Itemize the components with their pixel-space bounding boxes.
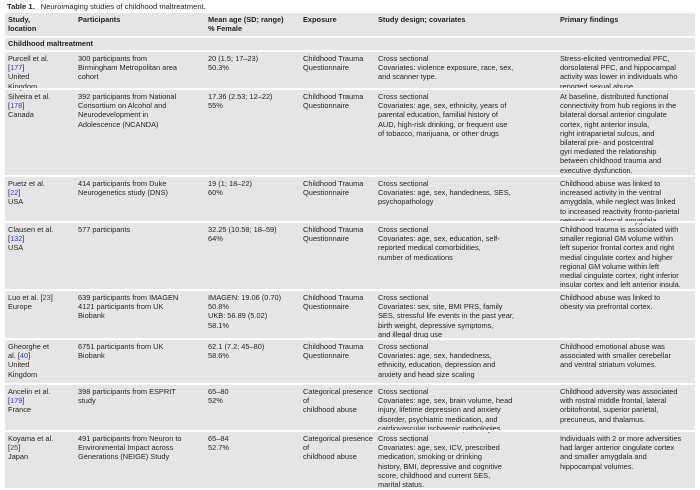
study-location: ] Europe	[8, 293, 53, 312]
study-name: Silveira et al. [	[8, 92, 51, 111]
study-name: Koyama et al. [	[8, 434, 54, 453]
exposure-cell: Categorical presence of childhood abuse	[303, 387, 373, 415]
table-label: Table 1.	[7, 2, 35, 11]
exposure-cell: Childhood Trauma Questionnaire	[303, 342, 364, 361]
study-name: Puetz et al. [	[8, 179, 45, 198]
table-row	[5, 175, 695, 225]
section-row	[5, 36, 695, 50]
table-row	[5, 88, 695, 175]
exposure-cell: Childhood Trauma Questionnaire	[303, 54, 364, 73]
study-cell	[8, 293, 76, 311]
mean-age-cell: 19 (1; 18–22) 60%	[208, 179, 252, 198]
section-title: Childhood maltreatment	[8, 39, 93, 48]
table-caption	[7, 2, 206, 11]
study-name: Ancelin et al. [	[8, 387, 51, 406]
study-design-cell: Cross sectional Covariates: sex, site, BMI PRS, family SES, stressful life events in the past year, birth weight, depressive symptoms, and illegal drug use	[378, 293, 514, 339]
exposure-cell: Childhood Trauma Questionnaire	[303, 225, 364, 244]
reference-link[interactable]: 132	[10, 234, 23, 244]
study-design-cell: Cross sectional Covariates: age, sex, handedness, SES, psychopathology	[378, 179, 511, 207]
reference-link[interactable]: 179	[10, 396, 23, 406]
table-row	[5, 338, 695, 383]
mean-age-cell: 17.36 (2.53; 12–22) 55%	[208, 92, 273, 111]
studies-table	[5, 13, 695, 488]
reference-link[interactable]: 22	[10, 188, 19, 198]
primary-findings-cell: Stress-elicited ventromedial PFC, dorsolateral PFC, and hippocampal activity was lower in individuals who reported sexual abuse.	[560, 54, 678, 91]
primary-findings-cell: Childhood adversity was associated with rostral middle frontal, lateral orbitofrontal, superior parietal, precuneus, and thalamus.	[560, 387, 678, 424]
header-mean-age: Mean age (SD; range) % Female	[208, 15, 284, 34]
primary-findings-cell: Childhood abuse was linked to obesity via prefrontal cortex.	[560, 293, 661, 312]
exposure-cell: Childhood Trauma Questionnaire	[303, 293, 364, 312]
participants-cell: 414 participants from Duke Neurogenetics study (DNS)	[78, 179, 168, 198]
header-study: Study, location	[8, 15, 37, 34]
study-design-cell: Cross sectional Covariates: age, sex, brain volume, head injury, lifetime depression and anxiety disorder, psychiatric medication, and cardiovascular ischaemic pathologies.	[378, 387, 513, 433]
study-design-cell: Cross sectional Covariates: age, sex, ethnicity, years of parental education, familial history of AUD, high-risk drinking, or frequent use of tobacco, marijuana, or other drugs	[378, 92, 508, 138]
study-cell	[8, 387, 76, 415]
table-row	[5, 383, 695, 433]
primary-findings-cell: At baseline, distributed functional connectivity from hub regions in the bilateral dorsal anterior cingulate cortex, right anterior insula, right intraparietal sulcus, and bilateral pre- and postcentral gyri mediated the relationship between childhood trauma and executive dysfunction.	[560, 92, 677, 175]
reference-link[interactable]: 177	[10, 63, 23, 73]
participants-cell: 639 participants from IMAGEN 4121 participants from UK Biobank	[78, 293, 179, 321]
primary-findings-cell: Childhood emotional abuse was associated with smaller cerebellar and ventral striatum volumes.	[560, 342, 671, 370]
reference-link[interactable]: 23	[42, 293, 51, 302]
study-cell	[8, 54, 76, 91]
participants-cell: 300 participants from Birmingham Metropolitan area cohort	[78, 54, 177, 82]
reference-link[interactable]: 178	[10, 101, 23, 111]
participants-cell: 392 participants from National Consortium on Alcohol and Neurodevelopment in Adolescence (NCANDA)	[78, 92, 177, 129]
exposure-cell: Childhood Trauma Questionnaire	[303, 179, 364, 198]
table-row	[5, 289, 695, 338]
study-name: Luo et al. [	[8, 293, 43, 302]
study-cell	[8, 434, 76, 462]
mean-age-cell: 65–84 52.7%	[208, 434, 229, 453]
primary-findings-cell: Individuals with 2 or more adversities had larger anterior cingulate cortex and smaller amygdala and hippocampal volumes.	[560, 434, 682, 471]
study-location: ] France	[8, 396, 32, 415]
study-design-cell: Cross sectional Covariates: age, sex, education, self- reported medical comorbidities, number of medications	[378, 225, 500, 262]
table-row	[5, 430, 695, 488]
mean-age-cell: 65–80 52%	[208, 387, 229, 406]
study-cell	[8, 225, 76, 253]
participants-cell: 577 participants	[78, 225, 131, 234]
study-design-cell: Cross sectional Covariates: age, sex, ICV, prescribed medication, smoking or drinking history, BMI, depressive and cognitive score, childhood and current SES, marital status.	[378, 434, 502, 490]
study-location: ] United Kingdom	[8, 63, 38, 91]
study-location: ] United Kingdom	[8, 351, 38, 379]
reference-link[interactable]: 40	[19, 351, 29, 361]
mean-age-cell: 20 (1.5; 17–23) 50.3%	[208, 54, 259, 73]
study-location: ] Canada	[8, 101, 34, 120]
reference-link[interactable]: 25	[10, 443, 19, 453]
table-header-row	[5, 13, 695, 36]
mean-age-cell: 32.25 (10.58; 18–59) 64%	[208, 225, 277, 244]
primary-findings-cell: Childhood abuse was linked to increased activity in the ventral amygdala, while neglect was linked to increased reactivity fronto-parietal network and dorsal amygdala.	[560, 179, 680, 225]
exposure-cell: Categorical presence of childhood abuse	[303, 434, 373, 462]
study-name: Gheorghe et al. [	[8, 342, 50, 361]
study-location: ] Japan	[8, 443, 29, 462]
header-study-design: Study design; covariates	[378, 15, 466, 24]
study-design-cell: Cross sectional Covariates: age, sex, handedness, ethnicity, education, depression and anxiety and head size scaling	[378, 342, 496, 379]
mean-age-cell: 62.1 (7.2; 45–80) 58.6%	[208, 342, 265, 361]
exposure-cell: Childhood Trauma Questionnaire	[303, 92, 364, 111]
study-location: ] USA	[8, 188, 24, 207]
table-title: Neuroimaging studies of childhood maltreatment.	[40, 2, 206, 11]
header-participants: Participants	[78, 15, 121, 24]
participants-cell: 491 participants from Neuron to Environmental Impact across Generations (NEIGE) Study	[78, 434, 182, 462]
study-design-cell: Cross sectional Covariates: violence exposure, race, sex, and scanner type.	[378, 54, 514, 82]
primary-findings-cell: Childhood trauma is associated with smaller regional GM volume within left superior frontal cortex and right medial cingulate cortex and higher regional GM volume within left medial cingulate cortex, right inferior insular cortex and left anterior insula.	[560, 225, 681, 290]
header-primary-findings: Primary findings	[560, 15, 619, 24]
study-cell	[8, 179, 76, 207]
header-exposure: Exposure	[303, 15, 337, 24]
study-cell	[8, 92, 76, 120]
table-row	[5, 221, 695, 289]
mean-age-cell: IMAGEN: 19.06 (0.70) 50.8% UKB: 56.89 (5.02) 58.1%	[208, 293, 282, 330]
study-name: Purcell et al. [	[8, 54, 49, 73]
study-cell	[8, 342, 76, 379]
participants-cell: 6751 participants from UK Biobank	[78, 342, 164, 361]
study-name: Clausen et al. [	[8, 225, 54, 244]
study-location: ] USA	[8, 234, 25, 253]
table-row	[5, 50, 695, 91]
participants-cell: 398 participants from ESPRIT study	[78, 387, 176, 406]
